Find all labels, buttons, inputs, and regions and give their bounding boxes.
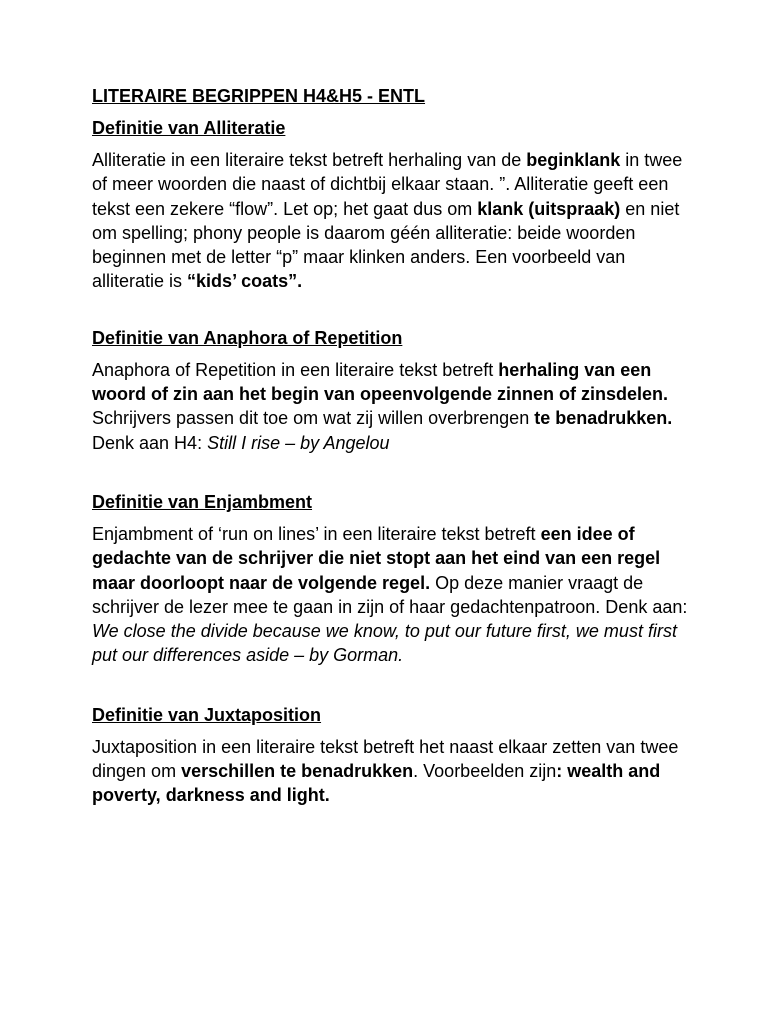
italic-run: Still I rise – by Angelou bbox=[207, 432, 390, 453]
text-run: Enjambment of ‘run on lines’ in een literaire tekst betreft bbox=[92, 523, 541, 544]
section-paragraph bbox=[92, 735, 698, 808]
section-heading: Definitie van Juxtaposition bbox=[92, 704, 322, 725]
text-run: Schrijvers passen dit toe om wat zij willen overbrengen bbox=[92, 408, 535, 429]
bold-run: : wealth and poverty, darkness and light. bbox=[92, 761, 661, 806]
text-run: . Voorbeelden zijn bbox=[413, 761, 557, 782]
spacer bbox=[92, 668, 698, 703]
section-heading: Definitie van Enjambment bbox=[92, 491, 313, 512]
section-anaphora bbox=[92, 326, 698, 455]
text-run: Anaphora of Repetition in een literaire tekst betreft bbox=[92, 359, 499, 380]
text-run: Denk aan H4: bbox=[92, 432, 208, 453]
section-heading: Definitie van Anaphora of Repetition bbox=[92, 327, 403, 348]
text-run: Op deze manier vraagt de schrijver de lezer mee te gaan in zijn of haar gedachtenpatroon. Denk aan: bbox=[92, 572, 688, 617]
text-run: Alliteratie in een literaire tekst betreft herhaling van de bbox=[92, 150, 527, 170]
text-run: in twee of meer woorden die naast of dichtbij elkaar staan. ”. Alliteratie geeft een tekst een zekere “flow”. Let op; het gaat dus om bbox=[92, 150, 683, 219]
italic-run: We close the divide because we know, to put our future first, we must first put our differences aside – by Gorman. bbox=[92, 621, 677, 666]
section-heading: Definitie van Alliteratie bbox=[92, 118, 286, 138]
section-alliteratie bbox=[92, 116, 698, 294]
bold-run: “kids’ coats”. bbox=[187, 271, 303, 292]
document-title: LITERAIRE BEGRIPPEN H4&H5 - ENTL bbox=[92, 86, 426, 106]
bold-run: verschillen te benadrukken bbox=[181, 761, 414, 782]
section-paragraph bbox=[92, 148, 698, 294]
section-paragraph bbox=[92, 522, 698, 668]
spacer bbox=[92, 455, 698, 490]
bold-run: herhaling van een woord of zin aan het begin van opeenvolgende zinnen of zinsdelen. bbox=[92, 359, 669, 405]
section-enjambment bbox=[92, 490, 698, 668]
spacer bbox=[92, 294, 698, 326]
bold-run: klank (uitspraak) bbox=[477, 198, 621, 219]
bold-run: een idee of gedachte van de schrijver die niet stopt aan het eind van een regel maar doorloopt naar de volgende regel. bbox=[92, 523, 661, 593]
section-paragraph bbox=[92, 358, 698, 455]
text-run: Juxtaposition in een literaire tekst betreft het naast elkaar zetten van twee dingen om bbox=[92, 736, 679, 782]
bold-run: beginklank bbox=[526, 150, 621, 170]
section-juxtaposition bbox=[92, 703, 698, 808]
bold-run: te benadrukken. bbox=[534, 408, 673, 429]
text-run: en niet om spelling; phony people is daarom géén alliteratie: beide woorden beginnen met de letter “p” maar klinken anders. Een voorbeeld van alliteratie is bbox=[92, 198, 680, 292]
